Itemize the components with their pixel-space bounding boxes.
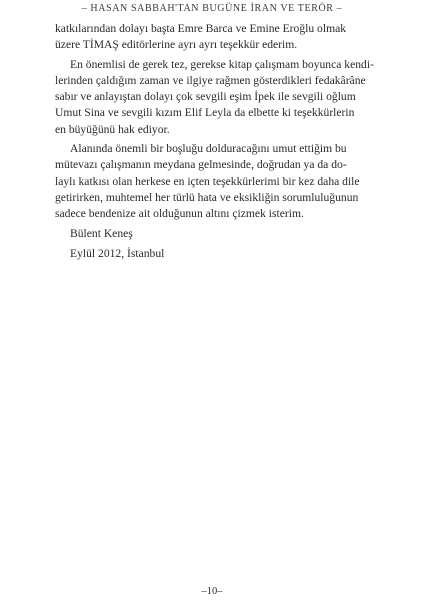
text-line: sabır ve anlayıştan dolayı çok sevgili eşim İpek ile sevgili oğlum xyxy=(55,90,356,104)
paragraph-3 xyxy=(55,141,371,222)
text-line: laylı katkısı olan herkese en içten teşekkürlerimi bir kez daha dile xyxy=(55,174,360,188)
text-line: sadece bendenize ait olduğunun altını çizmek isterim. xyxy=(55,207,304,221)
paragraph-2 xyxy=(55,57,374,138)
text-line: lerinden çaldığım zaman ve ilgiye rağmen gösterdikleri fedakârâne xyxy=(55,73,366,87)
page-number: –10– xyxy=(201,586,223,597)
text-line: üzere TİMAŞ editörlerine ayrı ayrı teşekkür ederim. xyxy=(55,38,298,52)
text-line: Umut Sina ve sevgili kızım Elif Leyla da elbette ki teşekkürlerin xyxy=(55,106,355,120)
text-line: getirirken, muhtemel her türlü hata ve eksikliğin sorumluluğunun xyxy=(55,190,359,204)
running-header: – HASAN SABBAH'TAN BUGÜNE İRAN VE TERÖR – xyxy=(81,3,343,14)
body-text xyxy=(55,21,374,262)
text-line: En önemlisi de gerek tez, gerekse kitap çalışmam boyunca kendi- xyxy=(70,57,374,71)
text-line: Alanında önemli bir boşluğu dolduracağını umut ettiğim bu xyxy=(70,142,347,156)
paragraph-1 xyxy=(55,21,371,54)
text-line: en büyüğünü hak ediyor. xyxy=(55,122,170,136)
signature-block xyxy=(55,226,371,263)
author-name: Bülent Keneş xyxy=(70,226,133,240)
date-place: Eylül 2012, İstanbul xyxy=(70,246,165,260)
text-line: mütevazı çalışmanın meydana gelmesinde, doğrudan ya da do- xyxy=(55,158,347,172)
text-line: katkılarından dolayı başta Emre Barca ve Emine Eroğlu olmak xyxy=(55,22,347,35)
